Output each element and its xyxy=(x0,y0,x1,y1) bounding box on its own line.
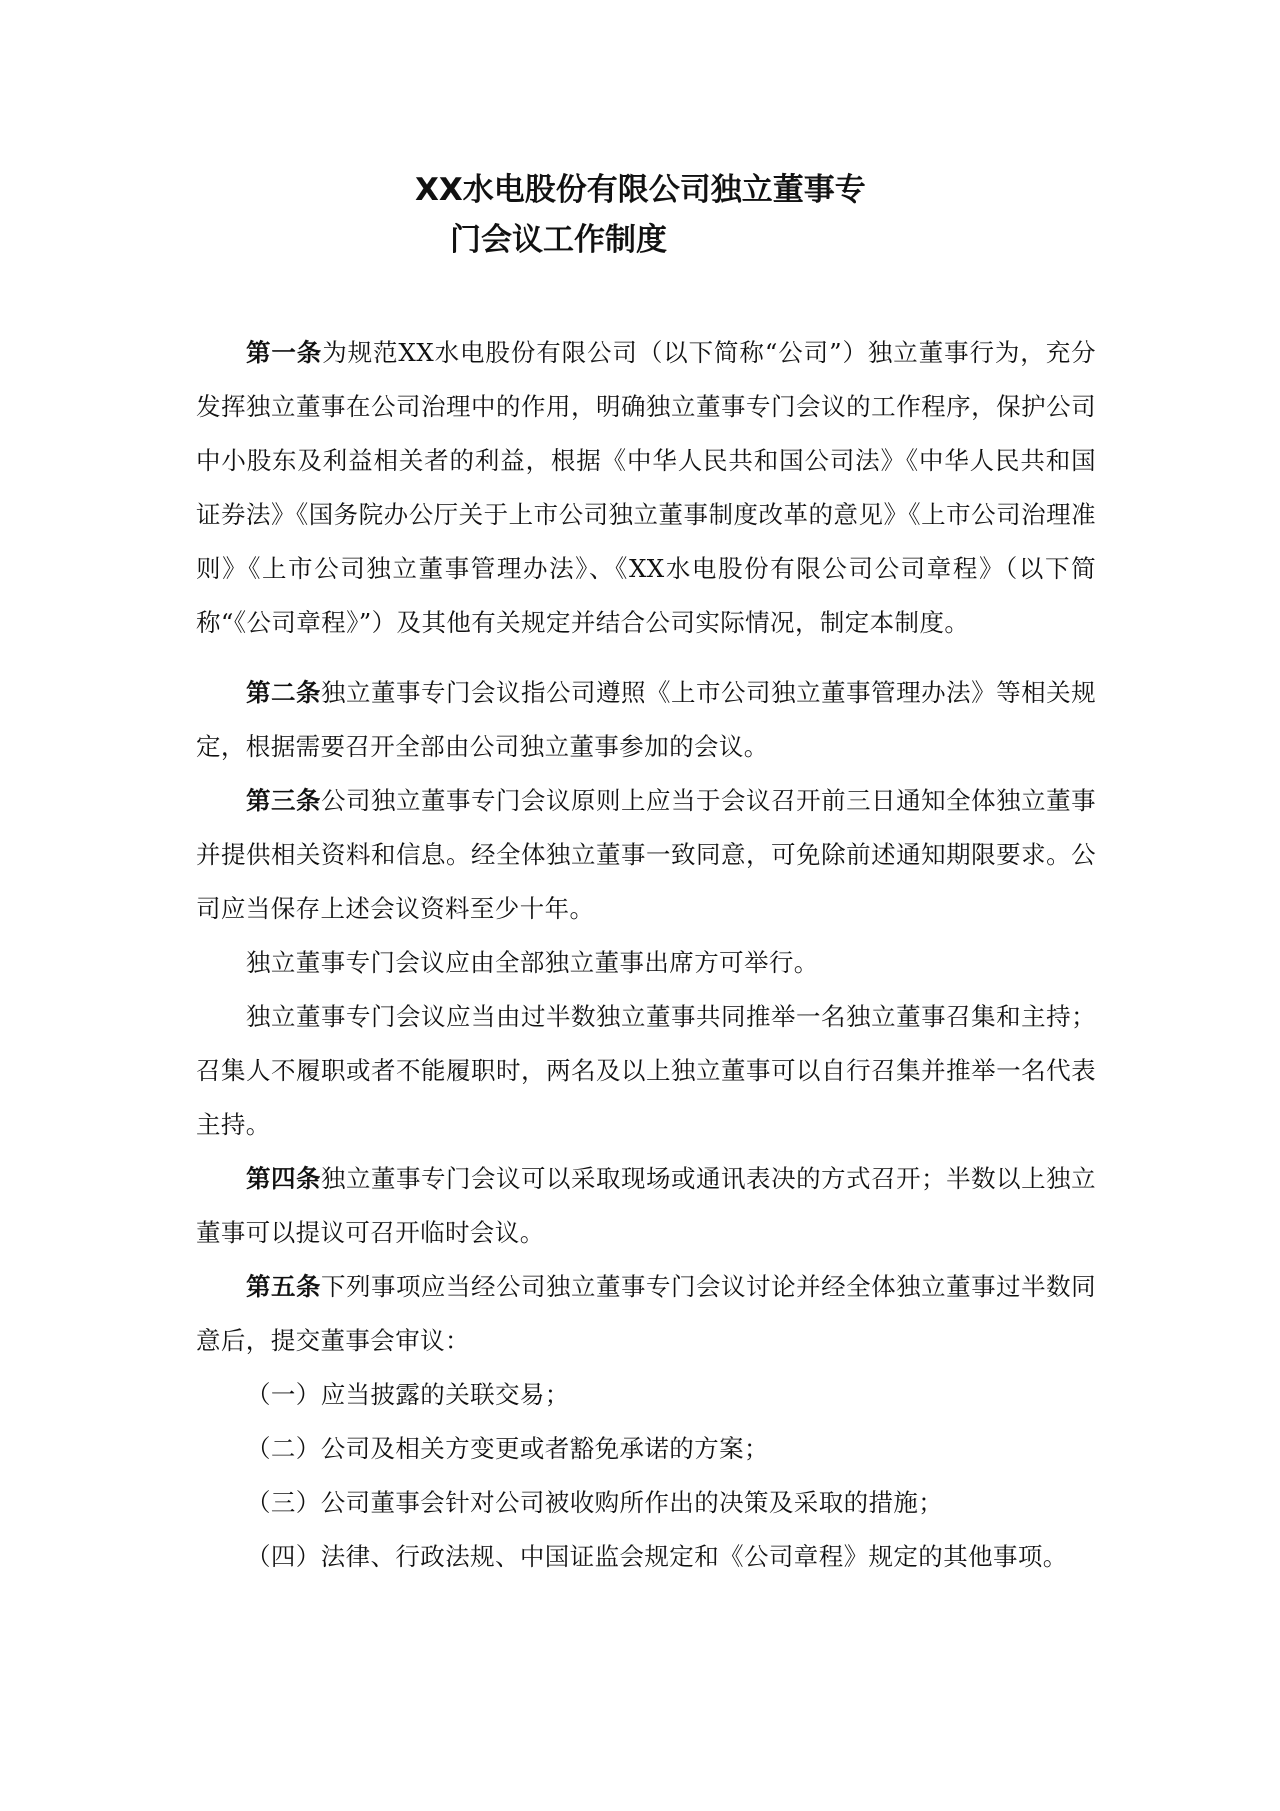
article-4 xyxy=(196,1152,1096,1260)
article-3-text: 公司独立董事专门会议原则上应当于会议召开前三日通知全体独立董事并提供相关资料和信息。经全体独立董事一致同意，可免除前述通知期限要求。公司应当保存上述会议资料至少十年。 xyxy=(196,786,1096,923)
document-title-line-1: XX水电股份有限公司独立董事专 xyxy=(415,172,866,208)
article-5-label: 第五条 xyxy=(246,1272,322,1301)
article-5-item-2: （二）公司及相关方变更或者豁免承诺的方案； xyxy=(246,1434,769,1463)
article-3-label: 第三条 xyxy=(246,786,322,815)
article-2-text: 独立董事专门会议指公司遵照《上市公司独立董事管理办法》等相关规定，根据需要召开全部由公司独立董事参加的会议。 xyxy=(196,678,1096,761)
article-5-item-4: （四）法律、行政法规、中国证监会规定和《公司章程》规定的其他事项。 xyxy=(246,1542,1068,1571)
article-3-paragraph-2: 独立董事专门会议应由全部独立董事出席方可举行。 xyxy=(246,948,819,977)
article-2 xyxy=(196,666,1096,774)
article-4-label: 第四条 xyxy=(246,1164,322,1193)
article-5-item-1: （一）应当披露的关联交易； xyxy=(246,1380,570,1409)
article-5-text: 下列事项应当经公司独立董事专门会议讨论并经全体独立董事过半数同意后，提交董事会审议： xyxy=(196,1272,1096,1355)
article-3 xyxy=(196,774,1096,936)
document-body xyxy=(196,326,1096,1584)
article-1 xyxy=(196,326,1096,650)
article-3-paragraph-3: 独立董事专门会议应当由过半数独立董事共同推举一名独立董事召集和主持；召集人不履职或者不能履职时，两名及以上独立董事可以自行召集并推举一名代表主持。 xyxy=(196,1002,1096,1139)
article-4-text: 独立董事专门会议可以采取现场或通讯表决的方式召开；半数以上独立董事可以提议可召开临时会议。 xyxy=(196,1164,1096,1247)
article-5-item-3: （三）公司董事会针对公司被收购所作出的决策及采取的措施； xyxy=(246,1488,944,1517)
article-1-label: 第一条 xyxy=(246,338,323,367)
article-5 xyxy=(196,1260,1096,1368)
article-2-label: 第二条 xyxy=(246,678,322,707)
article-1-text: 为规范XX水电股份有限公司（以下简称“公司”）独立董事行为，充分发挥独立董事在公司治理中的作用，明确独立董事专门会议的工作程序，保护公司中小股东及利益相关者的利益，根据《中华人民共和国公司法》《中华人民共和国证券法》《国务院办公厅关于上市公司独立董事制度改革的意见》《上市公司治理准则》《上市公司独立董事管理办法》、《XX水电股份有限公司公司章程》（以下简称“《公司章程》”）及其他有关规定并结合公司实际情况，制定本制度。 xyxy=(196,338,1097,637)
document-title-line-2: 门会议工作制度 xyxy=(450,222,667,258)
